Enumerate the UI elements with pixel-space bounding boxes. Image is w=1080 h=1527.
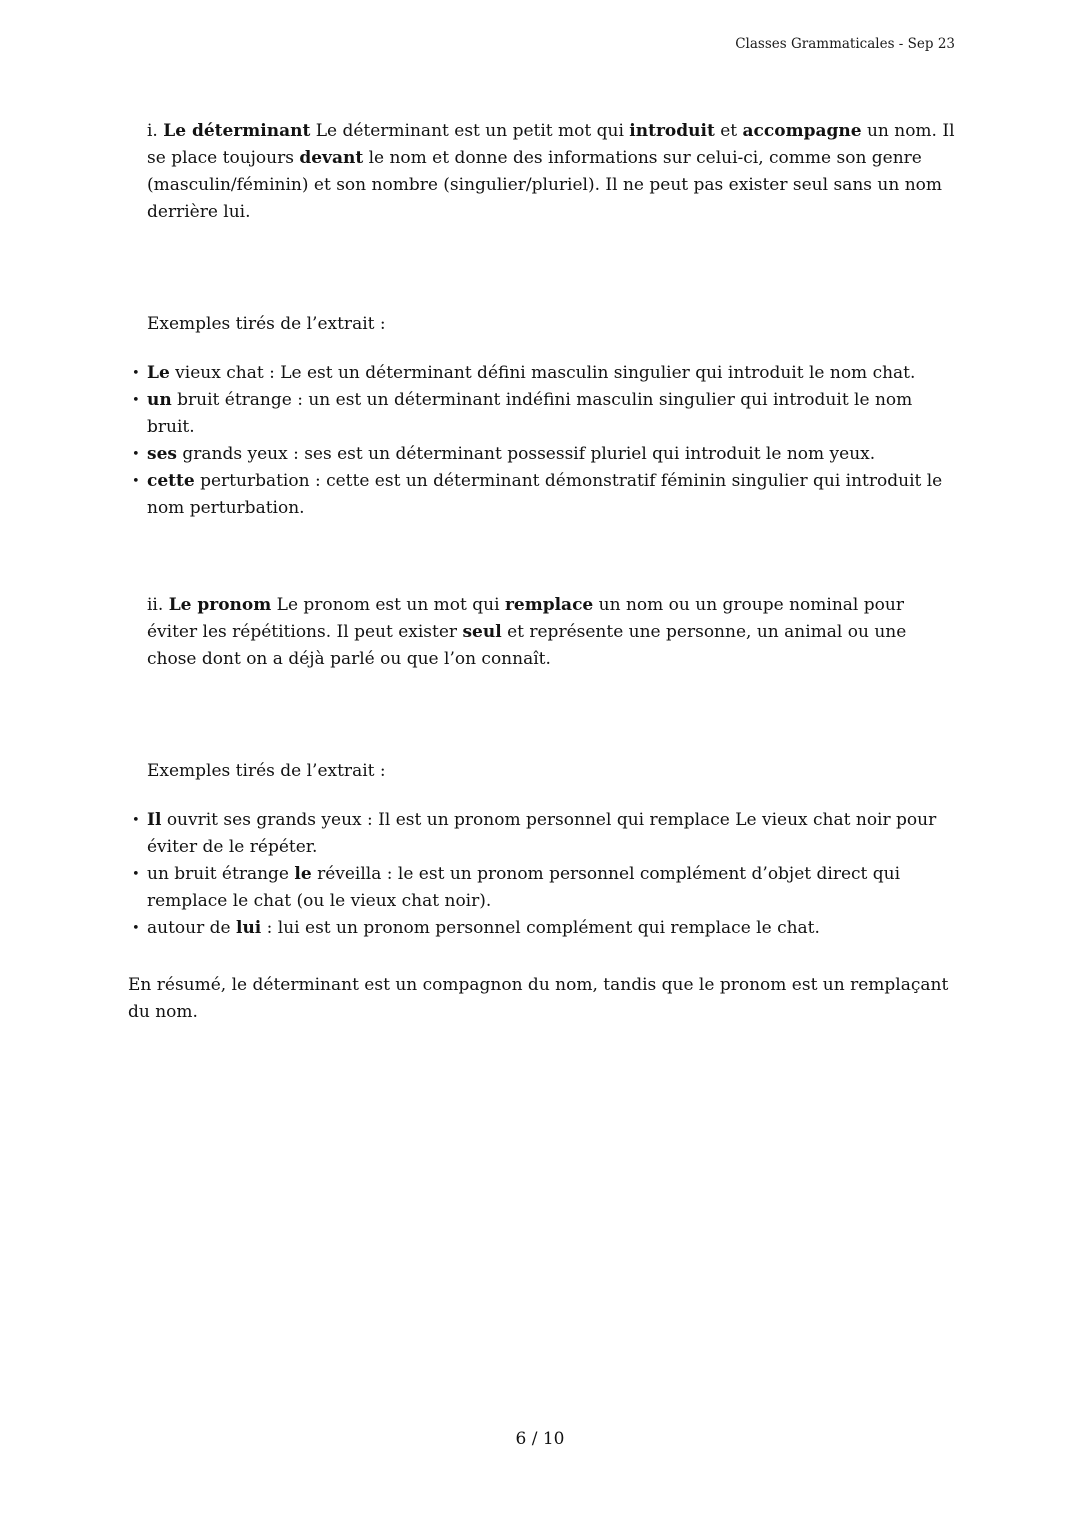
pronom-examples-heading: Exemples tirés de l’extrait :	[147, 761, 386, 781]
page-number: 6 / 10	[515, 1429, 565, 1449]
pronom-intro-paragraph: ii. Le pronom Le pronom est un mot qui remplace un nom ou un groupe nominal pour éviter les répétitions. Il peut exister seul et représente une personne, un animal ou une chose dont on a déjà parlé ou que l’on connaît.	[147, 595, 907, 669]
summary-paragraph: En résumé, le déterminant est un compagnon du nom, tandis que le pronom est un remplaçant du nom.	[128, 975, 949, 1022]
list-item: • Le vieux chat : Le est un déterminant défini masculin singulier qui introduit le nom chat.	[128, 360, 958, 387]
determinant-examples-list	[128, 360, 958, 522]
pronom-examples-list	[128, 807, 958, 942]
list-item: • autour de lui : lui est un pronom personnel complément qui remplace le chat.	[128, 915, 958, 942]
determinant-examples-heading: Exemples tirés de l’extrait :	[147, 314, 386, 334]
list-item: • cette perturbation : cette est un déterminant démonstratif féminin singulier qui introduit le nom perturbation.	[128, 468, 958, 522]
page-content	[128, 118, 958, 1026]
page-header: Classes Grammaticales - Sep 23	[735, 36, 955, 52]
determinant-intro-paragraph: i. Le déterminant Le déterminant est un petit mot qui introduit et accompagne un nom. Il se place toujours devant le nom et donne des informations sur celui-ci, comme son genre (masculin/féminin) et son nombre (singulier/pluriel). Il ne peut pas exister seul sans un nom derrière lui.	[147, 121, 955, 222]
list-item: • un bruit étrange : un est un déterminant indéfini masculin singulier qui introduit le nom bruit.	[128, 387, 958, 441]
list-item: • ses grands yeux : ses est un déterminant possessif pluriel qui introduit le nom yeux.	[128, 441, 958, 468]
list-item: • Il ouvrit ses grands yeux : Il est un pronom personnel qui remplace Le vieux chat noir pour éviter de le répéter.	[128, 807, 958, 861]
list-item: • un bruit étrange le réveilla : le est un pronom personnel complément d’objet direct qui remplace le chat (ou le vieux chat noir).	[128, 861, 958, 915]
